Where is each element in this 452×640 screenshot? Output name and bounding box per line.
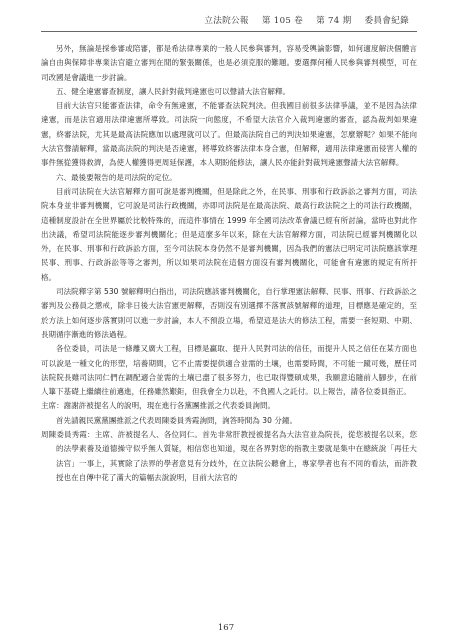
issue-number: 第 74 期 <box>316 16 352 26</box>
publication-title: 立法院公報 <box>204 16 249 26</box>
paragraph-constitutional-review: 目前大法官只能審查法律，命令有無違憲，不能審查法院判決。但我國目前很多法律爭議，並不是因為法律違憲，而是法官適用法律違憲所導致。司法院一向態度，不希望大法官介入裁判違憲的審查，認為裁判如果違憲，終審法院，尤其是最高法院應加以處理就可以了。但最高法院自己的判決如果違憲，怎麼辦呢？如果不能向大法官聲請解釋，當最高法院的判決是否違憲，將導致終審法律本身合憲，但解釋，適用法律違憲而侵害人權的事件無從獲得救濟，為使人權獲得更周延保護，本人期盼能修法，讓人民亦能針對裁判違憲聲請大法官解釋。 <box>41 101 417 168</box>
paragraph-item-six: 六、最後要報告的是司法院的定位。 <box>56 172 177 182</box>
paragraph-legislator-question: 周陳委員秀霞：主席、許被提名人、各位同仁。首先非常肝教授被提名為大法官並為院長，從您被提名以來，您的法學素養及道德操守似乎無人質疑，相信您也知道，現在各界對您的指教主要就是集中在總統說「再任大法官」一事上，其實除了法界的學者意見有分歧外，在立法院公聽會上，專家學者也有不同的看法，而許教授也在自傳中花了滿大的篇幅去說說明，目前大法官的 <box>41 430 417 482</box>
paragraph-item-five: 五、健全違憲審查制度，讓人民針對裁判違憲也可以聲請大法官解釋。 <box>56 86 291 96</box>
document-body <box>41 42 417 485</box>
volume-number: 第 105 卷 <box>261 16 304 26</box>
paragraph-participation-model: 另外，無論是採參審或陪審，都是希法律專業的一般人民參與審判，容易受輿論影響，如何適度解決個體言論自由與保障非專業法官避立審判在閒的緊張關係，也是必須克服的難題。要選擇何種人民參與審判模型，可在司改國是會議進一步討論。 <box>41 44 417 82</box>
paragraph-interpretation-530: 司法院釋字第 530 號解釋明白指出，司法院應該審判機關化，自行掌理憲法解釋、民事、刑事、行政訴訟之審判及公務員之懲戒，除非日後大法官憲更解釋，否則沒有別選擇不落實該號解釋的道理，目標應是確定的，至於方法上如何逐步落實則可以進一步討論，本人不預設立場，希望這是法大的修法工程，需要一套短期、中期、長期循序漸進的修法過程。 <box>41 287 417 339</box>
paragraph-questioning-order: 首先請親民黨黨團推派之代表周陳委員秀霞詢問，詢答時間為 30 分鐘。 <box>56 415 298 425</box>
paragraph-judicial-yuan-position: 目前司法院在大法官解釋方面可說是審判機關，但是除此之外，在民事、刑事和行政訴訟之審判方面，司法院本身並非審判機關，它可說是司法行政機關，亦即司法院是在最高法院、最高行政法院之上的司法行政機關，這種制度設計在全世界屬於比較特殊的，而這件事情在 1999 年全國司法改革會議已經有所討論，當時也對此作出決議，希望司法院能逐步審判機關化；但是這麼多年以來，除在大法官解釋方面，司法院已經審判機關化以外，在民事、刑事和行政訴訟方面，至今司法院本身仍然不是審判機關，因為我們的憲法已明定司法院應該掌理民事、刑事、行政訴訟等等之審判，所以如果司法院在這個方面沒有審判機關化，可能會有違憲的規定有所扞格。 <box>41 186 417 282</box>
header-rule <box>41 31 417 32</box>
page-number: 167 <box>217 623 235 633</box>
section-name: 委員會紀錄 <box>364 16 409 26</box>
paragraph-chair-statement: 主席：謝謝許被提名人的說明，現在進行各黨團推派之代表委員詢問。 <box>41 401 276 411</box>
paragraph-closing-remarks: 各位委員，司法是一條離又廣大工程，目標是贏取、提升人民對司法的信任，而提升人民之信任在某方面也可以說是一種文化的形塑，培養期間，它不止需要提供適合並需的土壤，也需要時間，不可能一蹴可幾，歷任司法院院長雖司法同仁們在調配適合並需的土壤已盡了很多努力，也已取得豐碩成果，我願意追隨前人腳步，在前人篳下基礎上繼續往前邁進，任務雖然艱鉅，但我會全力以赴，不負國人之託付。以上報告，請各位委員指正。 <box>41 344 417 397</box>
page-header <box>204 14 409 26</box>
